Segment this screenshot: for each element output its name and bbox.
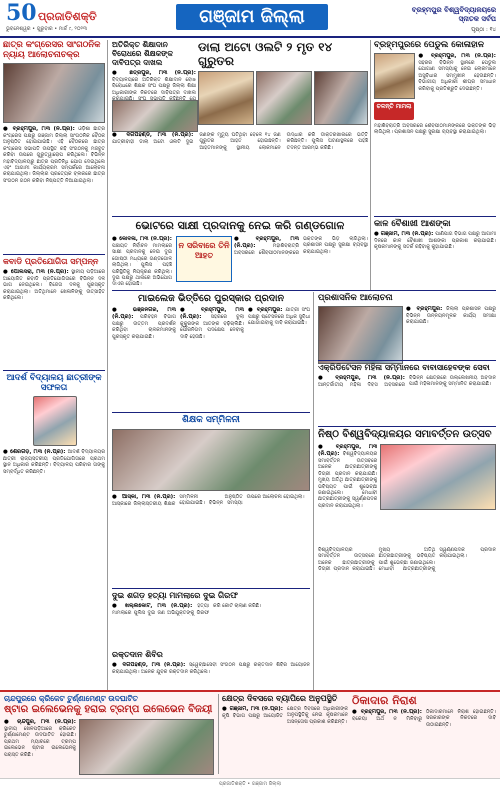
article-kabaddi xyxy=(3,254,105,365)
dateline: ● ଆସ୍କା, ୮ା୩ (ନି.ପ୍ର): xyxy=(112,494,176,500)
article-photo xyxy=(318,306,403,364)
dateline: ● ବ୍ରହ୍ମପୁର, ୮ା୩ (ନି.ପ୍ର): xyxy=(318,444,378,457)
convocation-photo xyxy=(380,444,496,510)
highlight-box xyxy=(176,236,232,282)
article-body: ଜିଲ୍ଲା ପ୍ରଶାସନ ପକ୍ଷରୁ ବିଭିନ୍ନ ଉନ୍ନୟନମୂଳକ କାର୍ଯ୍ୟ ସମୀକ୍ଷା କରାଯାଇଛି। xyxy=(406,306,496,326)
subheadline: ଷ୍ଟାର ଇଲେଭେନକୁ ହରାଇ ଟ୍ରମ୍ପ ଇଲେଭେନ ବିଜୟୀ xyxy=(4,704,213,715)
student-portrait xyxy=(33,396,77,446)
article-body: ମହାଶିବରାତ୍ରି ଅବସରରେ ଶୈବପୀଠମାନଙ୍କରେ ଭକ୍ତଙ୍କ ଭିଡ଼ ଲାଗିଥିଲା। ପ୍ରଶାସନ ପକ୍ଷରୁ ସୁରକ୍ଷା ବ୍ୟବସ୍ଥା କରାଯାଇଥିଲା। xyxy=(374,123,496,136)
accident-photo xyxy=(198,71,254,125)
article-body: ସ୍ଥାନୀୟ ଖେଳପଡ଼ିଆରେ କ୍ରିକେଟ ଟୁର୍ଣ୍ଣାମେଣ୍ଟ ଉଦଘାଟିତ ହୋଇଛି। ପ୍ରଥମ ମ୍ୟାଚରେ ଟ୍ରମ୍ପ ଇଲେଭେନ ଷ୍ଟାର ଇଲେଭେନକୁ ପରାସ୍ତ କରିଛି। xyxy=(4,726,76,758)
article-body: ଓଡ଼ିଶା ଛାତ୍ର କଂଗ୍ରେସ ପକ୍ଷରୁ ଗଞ୍ଜାମ ଜିଲ୍ଲା ସାଂଗଠନିକ ବୈଠକ ଅନୁଷ୍ଠିତ ହୋଇଯାଇଛି। ଏହି ବୈଠକରେ ଛାତ୍ର କଂଗ୍ରେସ ସଭାପତି ଉପସ୍ଥିତ ରହି ସଂଗଠନକୁ ମଜବୁତ କରିବା ଉପରେ ଗୁରୁତ୍ୱାରୋପ କରିଥିଲେ। ବିଭିନ୍ନ ମହାବିଦ୍ୟାଳୟରୁ ଛାତ୍ର ପ୍ରତିନିଧି ଯୋଗ ଦେଇଥିଲେ ଏବଂ ଆଗାମୀ କାର୍ଯ୍ୟକ୍ରମ ସମ୍ପର୍କରେ ଆଲୋଚନା କରାଯାଇଥିଲା। ଜିଲ୍ଲାର ପ୍ରତ୍ୟେକ ବ୍ଲକରେ ଛାତ୍ର ସଂଗଠନ ଗଠନ କରିବା ନିଷ୍ପତ୍ତି ନିଆଯାଇଥିଲା। xyxy=(3,126,105,184)
accident-photo xyxy=(256,71,312,125)
highlight-text: ନ ସରିବାରେ ତିନି ଆହତ xyxy=(178,241,230,260)
column-divider xyxy=(107,40,108,730)
article-body: ଆନ୍ତର୍ଜାତୀୟ ମହିଳା ଦିବସ ଅବସରରେ ବିଭିନ୍ନ କ୍ଷେତ୍ରରେ ଉଲ୍ଲେଖନୀୟ ଅବଦାନ ପାଇଁ ମହିଳାମାନଙ୍କୁ ସମ୍ମାନିତ କରାଯାଇଛି। xyxy=(318,375,496,388)
section-tag: ଚଳନ୍ତି ମାମଲା xyxy=(374,102,414,120)
article-body: ବିଶ୍ୱବିଦ୍ୟାଳୟର ସମାବର୍ତ୍ତନ ଉତ୍ସବରେ ଅନେକ ଛାତ୍ରଛାତ୍ରୀଙ୍କୁ ଡିଗ୍ରୀ ପ୍ରଦାନ କରାଯାଇଛି। ମୁଖ୍ୟ ଅତିଥି ଛାତ୍ରଛାତ୍ରୀଙ୍କୁ ଭବିଷ୍ୟତ ପାଇଁ ଶୁଭେଚ୍ଛା ଜଣାଇଥିଲେ। ମେଧାବୀ ଛାତ୍ରଛାତ୍ରୀଙ୍କୁ ସ୍ୱର୍ଣ୍ଣପଦକ ପ୍ରଦାନ କରାଯାଇଥିଲା। xyxy=(318,451,378,509)
dateline: ● ବ୍ରହ୍ମପୁର, ୮ା୩ (ନି.ପ୍ର): xyxy=(180,307,244,320)
dateline: ● ଗଞ୍ଜାମ, ୮ା୩ (ନି.ପ୍ର): xyxy=(222,706,283,712)
article-photo xyxy=(3,63,105,123)
anniversary-logo: 50 xyxy=(6,0,37,26)
dateline: ● ଶେରଗଡ଼, ୮ା୩ (ନି.ପ୍ର): xyxy=(3,449,68,455)
dateline: ● ଦିଗପହଣ୍ଡି, ୮ା୩ (ନି.ପ୍ର): xyxy=(112,132,194,138)
article-body: ପରିବହନ ବିଭାଗ ପକ୍ଷରୁ ଉତ୍ତମ ପ୍ରଦର୍ଶନ କରିଥିବା ଚାଳକମାନଙ୍କୁ ପୁରସ୍କୃତ କରାଯାଇଛି। xyxy=(112,314,176,340)
article-body: ହତ୍ୟା ମାମଲାରେ ପୁଲିସ ଦୁଇ ଜଣ ଅଭିଯୁକ୍ତଙ୍କୁ ଗିରଫ କରି କୋର୍ଟ ଚାଲାଣ କରିଛି। xyxy=(112,603,262,616)
headline: ଆଦର୍ଶ ବିଦ୍ୟାଳୟ ଛାତ୍ରୀଙ୍କ ସଫଳତା xyxy=(6,373,102,393)
dateline: ● ବ୍ରହ୍ମପୁର: xyxy=(248,307,286,313)
article-body: ସହରରେ ବୁଲା କୁକୁରଙ୍କ ଆତଙ୍କ ବଢ଼ିଚାଲିଛି। ପୌରନିଗମ ପଦକ୍ଷେପ ନେବାକୁ ଦାବି ହେଉଛି। xyxy=(180,314,244,340)
article-body: ସ୍ଥାନୀୟ ପଡ଼ିଆରେ ଆୟୋଜିତ କବାଡି ପ୍ରତିଯୋଗିତାରେ ବିଭିନ୍ନ ଦଳ ଭାଗ ନେଇଥିଲେ। ବିଜେତା ଦଳକୁ ପୁରସ୍କୃତ କରାଯାଇଥିଲା। ଅତିଥିମାନେ ଖେଳାଳିଙ୍କୁ ଉତ୍ସାହିତ କରିଥିଲେ। xyxy=(3,269,105,302)
dateline: ● ପୋଲସରା, ୮ା୩ (ନି.ପ୍ର): xyxy=(3,269,72,275)
article-convocation xyxy=(318,426,496,697)
dateline: ● ବ୍ରହ୍ମପୁର, ୮ା୩ (ନି.ପ୍ର): xyxy=(234,236,299,249)
headline: ନିଷ୍ଠ ବିଶ୍ୱବିଦ୍ୟାଳୟର ସମାବର୍ତ୍ତନ ଉତ୍ସବ xyxy=(318,429,492,440)
article-auto-accident-body xyxy=(112,132,368,212)
headline: କବାଡି ପ୍ରତିଯୋଗିତା ସମ୍ପନ୍ନ xyxy=(3,257,99,266)
article-admin-review xyxy=(318,293,496,364)
top-right-headline: ବ୍ରହ୍ମପୁର ବିଶ୍ୱବିଦ୍ୟାଳୟରେ ସ୍ନାତକ ସର୍ବପ xyxy=(411,6,496,23)
headline: ବ୍ରହ୍ମପୁରରେ ପେଡୁଲ କୋଳାହାଳ xyxy=(374,40,485,50)
headline: ଦୁଇ ଶଗଡ଼ ହତ୍ୟା ମାମଲାରେ ଦୁଇ ଗିରଫ xyxy=(112,591,238,600)
conference-photo xyxy=(112,429,310,491)
article-body: ବକେୟା ଅର୍ଥ ନ ମିଳିବାରୁ ଠିକାଦାରମାନେ ନିରାଶ ହୋଇଛନ୍ତି। ସରକାରଙ୍କ ନିକଟରେ ଦାବି ଉଠାଇଛନ୍ତି। xyxy=(352,709,496,728)
article-auto-accident xyxy=(198,40,368,125)
article-photo xyxy=(112,100,198,132)
article-teacher-conference xyxy=(112,412,310,584)
article-blood-donation xyxy=(112,650,310,682)
column-divider xyxy=(370,40,371,290)
dateline: ● କୋଦଳା, ୮ା୩ (ନି.ପ୍ର): xyxy=(112,236,172,242)
headline: ଭୋଟରେ ସାକ୍ଷୀ ପ୍ରଦାନକୁ ନେଇ କରି ଗଣ୍ଡଗୋଳ xyxy=(135,219,345,232)
dateline: ● ଭଞ୍ଜନଗର, ୮ା୩ (ନି.ପ୍ର): xyxy=(112,307,176,320)
article-mileage-award xyxy=(112,293,310,407)
dateline: ● ଖଲ୍ଲିକୋଟ, ୮ା୩ (ନି.ପ୍ର): xyxy=(112,603,198,609)
article-body: ଆସ୍କାରେ ଜିଲ୍ଲାସ୍ତରୀୟ ଶିକ୍ଷକ ସମ୍ମିଳନୀ ଅନୁଷ୍ଠିତ ହୋଇଯାଇଛି। ବିଭିନ୍ନ ସମସ୍ୟା ଉପରେ ଆଲୋଚନା ହୋଇଥିଲା। xyxy=(112,494,305,507)
headline: ଛାତ୍ର କଂଗ୍ରେସର ସାଂଗଠନିକ ନ୍ୟାୟ ଆଲୋଚନାଚକ୍ର xyxy=(3,40,101,60)
dateline: ● ବ୍ରହ୍ମପୁର, ୮ା୩ (ନି.ପ୍ର): xyxy=(318,375,405,381)
article-body: ଯାତ୍ରୀବାହୀ ଡାଲା ଅଟୋ ଓଲଟି ଦୁଇ ଜଣଙ୍କ ମୃତ୍ୟୁ ଘଟିଥିବା ବେଳେ ୧୪ ଜଣ ଗୁରୁତର ଆହତ ହୋଇଛନ୍ତି। ଆହତମାନଙ୍କୁ ସ୍ଥାନୀୟ ଲୋକମାନେ ଉଦ୍ଧାର କରି ଡାକ୍ତରଖାନାରେ ଭର୍ତ୍ତି କରିଛନ୍ତି। ପୁଲିସ ଘଟଣାସ୍ଥଳରେ ପହଞ୍ଚି ତଦନ୍ତ ଆରମ୍ଭ କରିଛି। xyxy=(112,132,368,151)
dateline: ● ଛତ୍ରପୁର, ୮ା୩ (ନି.ପ୍ର): xyxy=(112,70,196,76)
article-body: ସହରର ବିଭିନ୍ନ ସ୍ଥାନରେ ପେଡୁଲ ଯୋଗାଣ ସମସ୍ୟାକୁ ନେଇ ଲୋକମାନେ ଅସୁବିଧାର ସମ୍ମୁଖୀନ ହେଉଛନ୍ତି। ବିଭାଗୀୟ ଅଧିକାରୀ ଶୀଘ୍ର ସମାଧାନ କରିବାକୁ ପ୍ରତିଶ୍ରୁତି ଦେଇଛନ୍ତି। xyxy=(418,60,496,92)
article-kalbaisakhi xyxy=(374,219,496,289)
headline: ରକ୍ତଦାନ ଶିବିର xyxy=(112,650,163,659)
newspaper-name: ପ୍ରଜାତିଶକ୍ତି xyxy=(38,10,97,23)
article-women-honour xyxy=(318,360,496,423)
article-body: ମହାଶିବରାତ୍ରି ଅବସରରେ ଶୈବପୀଠମାନଙ୍କରେ ଭକ୍ତଙ୍କ ଭିଡ଼ ଲାଗିଥିଲା। ପ୍ରଶାସନ ପକ୍ଷରୁ ସୁରକ୍ଷା ବ୍ୟବସ୍ଥା କରାଯାଇଥିଲା। xyxy=(234,236,368,256)
accident-photo xyxy=(314,71,368,125)
headline: ଅତିରିକ୍ତ ଶିକ୍ଷାଦାନ ବିରୋଧରେ ଶିକ୍ଷକଙ୍କ ଦାବିପତ୍ର ଦାଖଲ xyxy=(112,40,173,67)
dateline: ● ଦିଗପହଣ୍ଡି, ୮ା୩ (ନି.ପ୍ର): xyxy=(112,662,190,668)
edition-date: ଭୁବନେଶ୍ୱର • ଗୁରୁବାର • ମାର୍ଚ୍ଚ ୯, ୨୦୨୩ xyxy=(6,26,87,32)
article-body: ଆଦର୍ଶ ବିଦ୍ୟାଳୟର ଛାତ୍ରୀ ରାଜ୍ୟସ୍ତରୀୟ ପ୍ରତିଯୋଗିତାରେ ପ୍ରଥମ ସ୍ଥାନ ଅଧିକାର କରିଛନ୍ତି। ବିଦ୍ୟାଳୟ ପରିବାର ତାଙ୍କୁ ସମ୍ବର୍ଦ୍ଧିତ କରିଛନ୍ତି। xyxy=(3,449,105,475)
article-body: ପଞ୍ଚାୟତ ନିର୍ବାଚନ ମାମଲାରେ ସାକ୍ଷୀ ପ୍ରଦାନକୁ ନେଇ ଦୁଇ ଗୋଷ୍ଠୀ ମଧ୍ୟରେ ଗଣ୍ଡଗୋଳ ଲାଗିଥିଲା। ପୁଲିସ ପହଞ୍ଚି ପରିସ୍ଥିତିକୁ ନିୟନ୍ତ୍ରଣ କରିଥିଲା। ଦୁଇ ପକ୍ଷରୁ ଥାନାରେ ଅଭିଯୋଗ ଦାଏର ହୋଇଛି। xyxy=(112,243,172,288)
article-body: ବିଦ୍ୟାଳୟରେ ଅତିରିକ୍ତ ଶିକ୍ଷାଦାନ ବୋଝ ବିରୋଧରେ ଶିକ୍ଷକ ସଂଘ ପକ୍ଷରୁ ଜିଲ୍ଲା ଶିକ୍ଷା ଅଧିକାରୀଙ୍କ ନିକଟରେ ଦାବିପତ୍ର ଦାଖଲ xyxy=(112,77,196,96)
article-body: ବିଶ୍ୱବିଦ୍ୟାଳୟର ସମାବର୍ତ୍ତନ ଉତ୍ସବରେ ଅନେକ ଛାତ୍ରଛାତ୍ରୀଙ୍କୁ ଡିଗ୍ରୀ ପ୍ରଦାନ କରାଯାଇଛି। ମୁଖ୍ୟ ଅତିଥି ଛାତ୍ରଛାତ୍ରୀଙ୍କୁ ଭବିଷ୍ୟତ ପାଇଁ ଶୁଭେଚ୍ଛା ଜଣାଇଥିଲେ। ମେଧାବୀ ଛାତ୍ରଛାତ୍ରୀଙ୍କୁ ସ୍ୱର୍ଣ୍ଣପଦକ ପ୍ରଦାନ କରାଯାଇଥିଲା। xyxy=(318,547,496,573)
page-footer: ପ୍ରଜାତିଶକ୍ତି • ଗଞ୍ଜାମ ଜିଲ୍ଲା xyxy=(0,778,500,789)
article-body: ଯାତ୍ରୀ ସଂଘ ପକ୍ଷରୁ ଷ୍ଟେସନରେ ଅଧିକ ସୁବିଧା ଯୋଗାଇବାକୁ ଦାବି କରାଯାଇଛି। xyxy=(248,307,310,327)
article-photo xyxy=(374,53,415,99)
dateline: ● ବ୍ରହ୍ମପୁର, ୮ା୩ (ନି.ପ୍ର): xyxy=(418,53,496,59)
dateline: ● ଚାନ୍ଦପୁର, ୮ା୩ (ନି.ପ୍ର): xyxy=(4,719,76,725)
cricket-team-photo xyxy=(79,719,214,775)
headline: ଠିକାଦାର ନିରାଶ xyxy=(352,694,417,707)
dateline: ● ବ୍ରହ୍ମପୁର: xyxy=(406,306,447,312)
article-adarsha-school xyxy=(3,370,105,669)
headline: କ୍ଷେତ୍ର ଦିବସରେ ବ୍ୟାପିରେ ଅନୁପସ୍ଥିତି xyxy=(222,694,338,703)
headline: କାଳ ବୈଶାଖୀ ଆଶଙ୍କା xyxy=(374,219,451,229)
dateline: ● ବ୍ରହ୍ମପୁର, ୮ା୩ (ନି.ପ୍ର): xyxy=(352,709,422,715)
article-cricket xyxy=(4,694,214,775)
headline: ଚାନ୍ଦପୁରରେ କ୍ରିକେଟ ଟୁର୍ଣ୍ଣାମେଣ୍ଟ ଉଦଘାଟିତ xyxy=(4,694,138,703)
headline: ଶିକ୍ଷକ ସମ୍ମିଳନୀ xyxy=(182,415,240,425)
column-divider xyxy=(313,292,314,732)
page-number: ପୃଷ୍ଠା : ୧୪ xyxy=(471,27,496,33)
section-title: ଗଞ୍ଜାମ ଜିଲ୍ଲା xyxy=(176,4,328,30)
article-petrol-pump xyxy=(374,40,496,187)
article-contractor xyxy=(352,694,496,773)
article-body: ସ୍ୱେଚ୍ଛାସେବୀ ସଂଗଠନ ପକ୍ଷରୁ ରକ୍ତଦାନ ଶିବିର ଆୟୋଜନ କରାଯାଇଥିଲା। ଅନେକ ଯୁବକ ରକ୍ତଦାନ କରିଥିଲେ। xyxy=(112,662,310,675)
headline: ମାଇଲେଜ ଭିତ୍ତିରେ ପୁରସ୍କାର ପ୍ରଦାନ xyxy=(137,293,285,304)
article-body: କୃଷି ବିଭାଗ ପକ୍ଷରୁ ଆୟୋଜିତ କ୍ଷେତ୍ର ଦିବସରେ ଅଧିକାରୀଙ୍କ ଅନୁପସ୍ଥିତିକୁ ନେଇ କୃଷକମାନେ ଅସନ୍ତୋଷ ପ୍ରକାଶ କରିଛନ୍ତି। xyxy=(222,706,348,725)
headline: ଏକ୍ରିଡିଟେସନ ମହିଳା ସମ୍ମାନରେ ବାବାସାହେବଙ୍କ ସେବା xyxy=(318,363,490,372)
article-body: ପାଣିପାଗ ବିଭାଗ ପକ୍ଷରୁ ଆଗାମୀ ଦିନରେ କାଳ ବୈଶାଖୀ ଆଶଙ୍କା ପ୍ରକାଶ କରାଯାଇଛି। କୃଷକମାନଙ୍କୁ ସତର୍କ ରହିବାକୁ କୁହାଯାଇଛି। xyxy=(374,231,496,251)
headline: ଡାଲା ଅଟୋ ଓଲଟି ୨ ମୃତ ୧୪ ଗୁରୁତର xyxy=(198,40,333,68)
headline: ପ୍ରଶାସନିକ ଆଲୋଚନା xyxy=(318,293,393,303)
dateline: ● ଗଞ୍ଜାମ, ୮ା୩ (ନି.ପ୍ର): xyxy=(374,231,436,237)
article-court-witness xyxy=(112,219,368,232)
dateline: ● ବ୍ରହ୍ମପୁର, ୮ା୩ (ନି.ପ୍ର): xyxy=(3,126,79,132)
article-student-congress xyxy=(3,40,105,226)
article-murder-arrest xyxy=(112,588,310,647)
article-field-day xyxy=(222,694,348,770)
